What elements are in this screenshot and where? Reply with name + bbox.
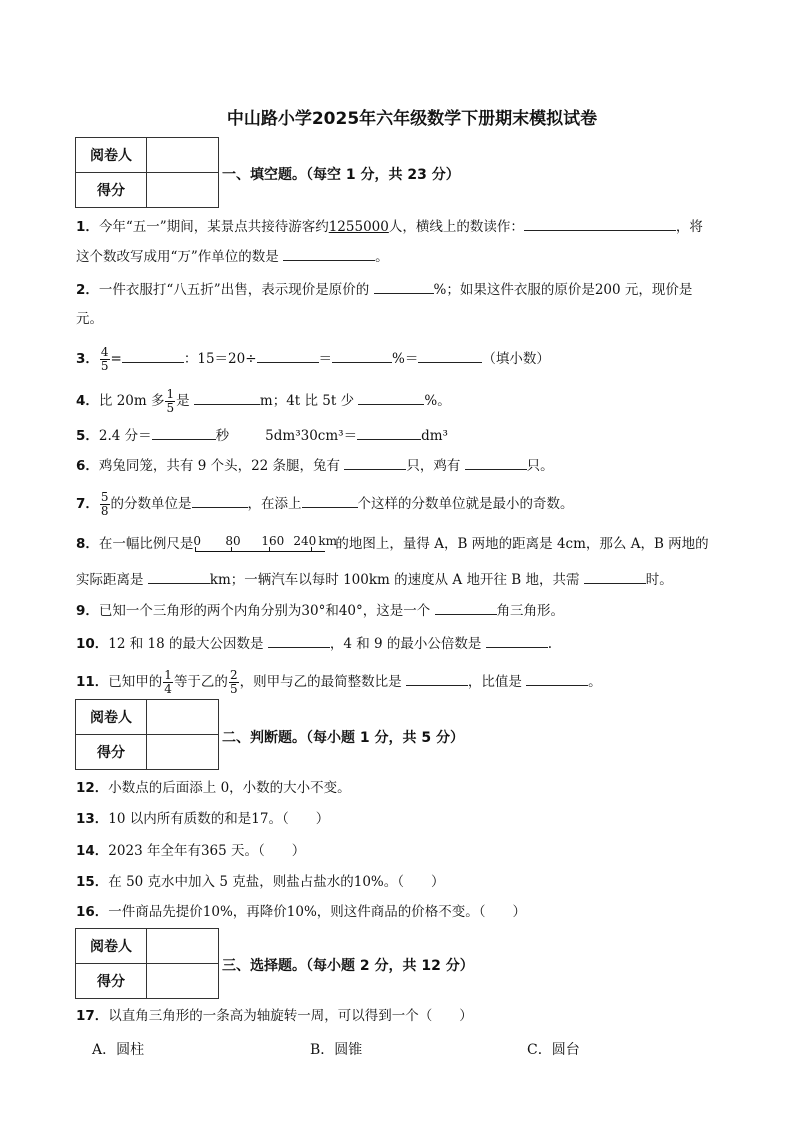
question-number: 16． <box>76 904 109 920</box>
section-heading-judge: 二、判断题。（每小题 1 分，共 5 分） <box>222 730 464 746</box>
question-text: 已知一个三角形的两个内角分别为30°和40°，这是一个 <box>98 603 431 619</box>
question-text: ，比值是 <box>467 674 522 690</box>
question-text: ＝ <box>318 351 333 367</box>
question-text: 是 <box>176 393 190 409</box>
reviewer-label: 阅卷人 <box>76 138 147 173</box>
scale-label: 240 <box>293 533 317 548</box>
fraction: $\frac{4}{5}$ <box>100 345 109 373</box>
fraction: $\frac{1}{5}$ <box>166 387 175 415</box>
question-number: 9． <box>76 603 99 619</box>
answer-blank[interactable] <box>194 390 260 405</box>
score-label: 得分 <box>76 173 147 208</box>
scale-label: km <box>318 533 338 548</box>
scale-label: 0 <box>193 533 202 548</box>
underlined-number: 1255000 <box>328 219 389 235</box>
question-text: 以直角三角形的一条高为轴旋转一周，可以得到一个（ ） <box>108 1008 473 1024</box>
scale-label: 160 <box>261 533 285 548</box>
question-number: 11． <box>76 674 109 690</box>
question-text: %＝ <box>392 351 419 367</box>
question-text: 秒 <box>215 428 230 444</box>
answer-blank[interactable] <box>357 425 421 440</box>
question-text: 10 以内所有质数的和是17。（ ） <box>108 811 330 827</box>
question-text: 只，鸡有 <box>406 458 461 474</box>
question-number: 5． <box>76 428 99 444</box>
question-text: 2.4 分＝ <box>98 428 152 444</box>
question-text: dm³ <box>421 428 448 444</box>
question-text: 一件商品先提价10%，再降价10%，则这件商品的价格不变。（ ） <box>108 904 527 920</box>
question-text: 。 <box>588 674 602 690</box>
question-text: 鸡兔同笼，共有 9 个头，22 条腿，兔有 <box>98 458 341 474</box>
score-cell[interactable] <box>147 173 219 208</box>
answer-blank[interactable] <box>192 493 248 508</box>
answer-blank[interactable] <box>406 671 468 686</box>
question-text: 这个数改写成用“万”作单位的数是 <box>76 249 279 265</box>
score-cell[interactable] <box>147 735 219 770</box>
question-5 <box>76 425 448 446</box>
answer-blank[interactable] <box>524 216 676 231</box>
question-text: 12 和 18 的最大公因数是 <box>108 636 264 652</box>
question-number: 13． <box>76 811 109 827</box>
scale-bar <box>193 533 338 555</box>
question-text: 在一幅比例尺是 <box>98 536 194 552</box>
question-9 <box>76 600 564 621</box>
question-text: 时。 <box>645 572 673 588</box>
question-number: 7． <box>76 496 99 512</box>
question-8-cont <box>76 569 673 590</box>
answer-blank[interactable] <box>152 425 216 440</box>
question-text: ，将 <box>675 219 703 235</box>
reviewer-cell[interactable] <box>147 700 219 735</box>
answer-blank[interactable] <box>358 390 424 405</box>
question-text: 只。 <box>526 458 554 474</box>
question-text: 元。 <box>76 311 103 327</box>
reviewer-label: 阅卷人 <box>76 929 147 964</box>
answer-blank[interactable] <box>148 569 210 584</box>
question-text: 比 20m 多 <box>98 393 165 409</box>
question-text: m；4t 比 5t 少 <box>259 393 355 409</box>
question-10 <box>76 633 552 654</box>
question-2 <box>76 279 692 300</box>
question-text: ：15＝20÷ <box>183 351 257 367</box>
question-text: . <box>547 636 552 652</box>
question-14 <box>76 841 305 861</box>
question-13 <box>76 809 329 829</box>
question-number: 17． <box>76 1008 109 1024</box>
question-text: 在 50 克水中加入 5 克盐，则盐占盐水的10%。（ ） <box>108 874 445 890</box>
question-12 <box>76 778 351 798</box>
question-text: 小数点的后面添上 0，小数的大小不变。 <box>108 780 351 796</box>
fraction: $\frac{5}{8}$ <box>100 490 109 518</box>
answer-blank[interactable] <box>332 348 392 363</box>
question-text: 的分数单位是 <box>110 496 192 512</box>
score-box <box>75 699 219 770</box>
scale-label: 80 <box>225 533 241 548</box>
question-text: km；一辆汽车以每时 100km 的速度从 A 地开往 B 地，共需 <box>209 572 580 588</box>
question-text: 实际距离是 <box>76 572 144 588</box>
question-16 <box>76 902 526 922</box>
question-number: 8． <box>76 536 99 552</box>
question-number: 14． <box>76 843 109 859</box>
section-heading-choice: 三、选择题。（每小题 2 分，共 12 分） <box>222 958 474 974</box>
answer-blank[interactable] <box>268 633 330 648</box>
score-box <box>75 137 219 208</box>
question-text: 今年“五一”期间，某景点共接待游客约 <box>98 219 329 235</box>
page-title: 中山路小学2025年六年级数学下册期末模拟试卷 <box>226 109 598 129</box>
answer-blank[interactable] <box>122 348 184 363</box>
question-number: 4． <box>76 393 99 409</box>
question-2-cont <box>76 309 103 329</box>
question-6 <box>76 455 554 476</box>
question-text: 2023 年全年有365 天。（ ） <box>108 843 306 859</box>
question-text: 等于乙的 <box>173 674 228 690</box>
question-text: 5dm³30cm³＝ <box>265 428 358 444</box>
question-7 <box>76 491 574 518</box>
question-text: ，4 和 9 的最小公倍数是 <box>329 636 482 652</box>
reviewer-cell[interactable] <box>147 138 219 173</box>
section-heading-fill: 一、填空题。（每空 1 分，共 23 分） <box>222 167 460 183</box>
question-text: 的地图上，量得 A，B 两地的距离是 4cm，那么 A，B 两地的 <box>335 536 709 552</box>
option-b[interactable]: B．圆锥 <box>310 1042 363 1058</box>
option-a[interactable]: A．圆柱 <box>92 1042 145 1058</box>
score-box <box>75 928 219 999</box>
answer-blank[interactable] <box>486 633 548 648</box>
question-number: 15． <box>76 874 109 890</box>
question-text: 角三角形。 <box>496 603 565 619</box>
question-8 <box>76 534 709 555</box>
question-1-cont <box>76 246 389 267</box>
option-c[interactable]: C．圆台 <box>527 1042 580 1058</box>
question-text: %。 <box>424 393 451 409</box>
question-text: = <box>110 351 122 367</box>
answer-blank[interactable] <box>257 348 319 363</box>
answer-blank[interactable] <box>283 246 375 261</box>
reviewer-label: 阅卷人 <box>76 700 147 735</box>
answer-blank[interactable] <box>465 455 527 470</box>
question-number: 10． <box>76 636 109 652</box>
question-text: 已知甲的 <box>108 674 163 690</box>
answer-blank[interactable] <box>435 600 497 615</box>
question-3 <box>76 346 550 373</box>
answer-blank[interactable] <box>418 348 482 363</box>
answer-blank[interactable] <box>526 671 588 686</box>
question-number: 2． <box>76 282 99 298</box>
answer-blank[interactable] <box>584 569 646 584</box>
question-text: ，在添上 <box>247 496 302 512</box>
question-text: 一件衣服打“八五折”出售，表示现价是原价的 <box>98 282 370 298</box>
question-text: （填小数） <box>482 351 550 367</box>
score-cell[interactable] <box>147 964 219 999</box>
question-number: 6． <box>76 458 99 474</box>
question-number: 12． <box>76 780 109 796</box>
score-label: 得分 <box>76 964 147 999</box>
question-1 <box>76 216 703 237</box>
fraction: $\frac{1}{4}$ <box>164 668 172 696</box>
question-4 <box>76 388 451 415</box>
answer-blank[interactable] <box>374 279 434 294</box>
question-text: 个这样的分数单位就是最小的奇数。 <box>357 496 574 512</box>
question-15 <box>76 872 445 892</box>
fraction: $\frac{2}{5}$ <box>229 668 238 696</box>
reviewer-cell[interactable] <box>147 929 219 964</box>
question-text: ，则甲与乙的最简整数比是 <box>239 674 402 690</box>
question-17 <box>76 1006 473 1026</box>
answer-blank[interactable] <box>302 493 358 508</box>
score-label: 得分 <box>76 735 147 770</box>
question-number: 1． <box>76 219 99 235</box>
question-text: %；如果这件衣服的原价是200 元，现价是 <box>433 282 693 298</box>
answer-blank[interactable] <box>344 455 406 470</box>
question-text: 人，横线上的数读作： <box>388 219 524 235</box>
question-11 <box>76 669 602 696</box>
question-number: 3． <box>76 351 99 367</box>
question-text: 。 <box>375 249 389 265</box>
